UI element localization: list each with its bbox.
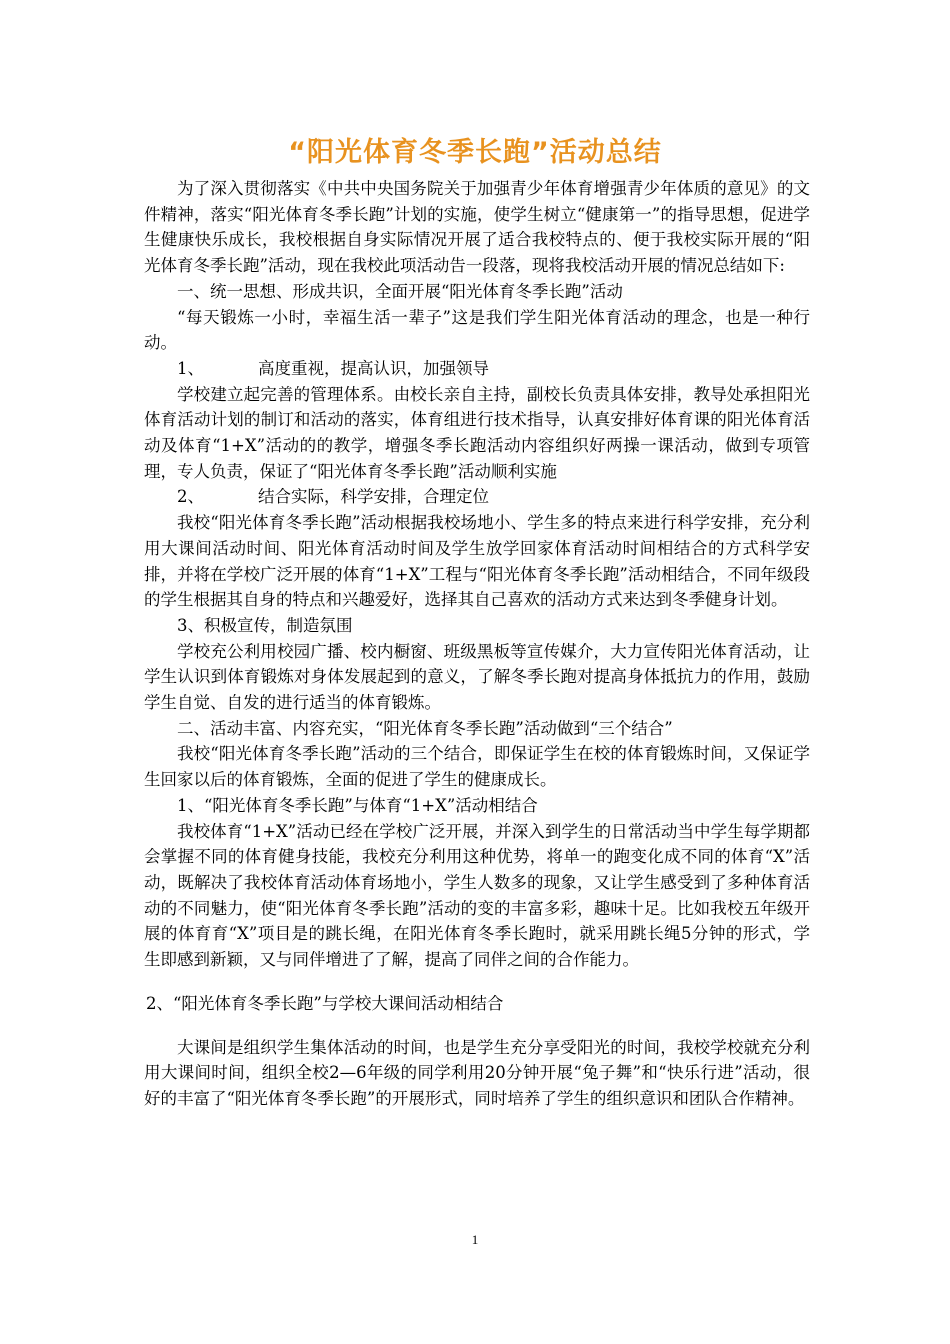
- paragraph-three-combinations: 我校“阳光体育冬季长跑”活动的三个结合，即保证学生在校的体育锻炼时间，又保证学生回家以后的体育锻炼，全面的促进了学生的健康成长。: [144, 744, 810, 790]
- paragraph-1x-activity: 我校体育“1+X”活动已经在学校广泛开展，并深入到学生的日常活动当中学生每学期都会掌握不同的体育健身技能，我校充分利用这种优势，将单一的跑变化成不同的体育“X”活动，既解决了我校体育活动体育场地小，学生人数多的现象，又让学生感受到了多种体育活动的不同魅力，使“阳光体育冬季长跑”活动的变的丰富多彩，趣味十足。比如我校五年级开展的体育育“X”项目是的跳长绳，在阳光体育冬季长跑时，就采用跳长绳5分钟的形式，学生即感到新颖，又与同伴增进了了解，提高了同伴之间的合作能力。: [144, 821, 810, 970]
- numbered-item-3: 3、积极宣传，制造氛围: [177, 615, 353, 635]
- document-title: “阳光体育冬季长跑”活动总结: [288, 137, 662, 168]
- numbered-item-1: [144, 356, 810, 382]
- item-text: 结合实际，科学安排，合理定位: [258, 487, 489, 507]
- item-text: 高度重视，提高认识，加强领导: [258, 358, 489, 378]
- numbered-item-2: [144, 484, 810, 510]
- sub-heading-1: 1、“阳光体育冬季长跑”与体育“1+X”活动相结合: [177, 795, 538, 815]
- section-heading-1: 一、统一思想、形成共识，全面开展“阳光体育冬季长跑”活动: [177, 281, 623, 301]
- paragraph-big-break: 大课间是组织学生集体活动的时间，也是学生充分享受阳光的时间，我校学校就充分利用大课间时间，组织全校2—6年级的同学利用20分钟开展“兔子舞”和“快乐行进”活动，很好的丰富了“阳光体育冬季长跑”的开展形式，同时培养了学生的组织意识和团队合作精神。: [144, 1037, 810, 1108]
- page-number: 1: [471, 1232, 479, 1247]
- section-heading-2: 二、活动丰富、内容充实，“阳光体育冬季长跑”活动做到“三个结合”: [177, 718, 673, 738]
- paragraph-arrangement: 我校“阳光体育冬季长跑”活动根据我校场地小、学生多的特点来进行科学安排，充分利用大课间活动时间、阳光体育活动时间及学生放学回家体育活动时间相结合的方式科学安排，并将在学校广泛开展的体育“1+X”工程与“阳光体育冬季长跑”活动相结合，不同年级段的学生根据其自身的特点和兴趣爱好，选择其自己喜欢的活动方式来达到冬季健身计划。: [144, 513, 810, 610]
- paragraph-motto: “每天锻炼一小时，幸福生活一辈子”这是我们学生阳光体育活动的理念，也是一种行动。: [144, 307, 810, 353]
- item-number: 2、: [177, 487, 204, 507]
- document-body: [144, 176, 810, 1112]
- sub-heading-2: 2、“阳光体育冬季长跑”与学校大课间活动相结合: [146, 993, 504, 1013]
- item-number: 1、: [177, 358, 204, 378]
- paragraph-intro: 为了深入贯彻落实《中共中央国务院关于加强青少年体育增强青少年体质的意见》的文件精神，落实“阳光体育冬季长跑”计划的实施，使学生树立“健康第一”的指导思想，促进学生健康快乐成长，我校根据自身实际情况开展了适合我校特点的、便于我校实际开展的“阳光体育冬季长跑”活动，现在我校此项活动告一段落，现将我校活动开展的情况总结如下:: [144, 179, 810, 276]
- paragraph-management: 学校建立起完善的管理体系。由校长亲自主持，副校长负责具体安排，教导处承担阳光体育活动计划的制订和活动的落实，体育组进行技术指导，认真安排好体育课的阳光体育活动及体育“1+X”活动的的教学，增强冬季长跑活动内容组织好两操一课活动，做到专项管理，专人负责，保证了“阳光体育冬季长跑”活动顺利实施: [144, 384, 810, 481]
- paragraph-publicity: 学校充公利用校园广播、校内橱窗、班级黑板等宣传媒介，大力宣传阳光体育活动，让学生认识到体育锻炼对身体发展起到的意义，了解冬季长跑对提高身体抵抗力的作用，鼓励学生自觉、自发的进行适当的体育锻炼。: [144, 641, 810, 713]
